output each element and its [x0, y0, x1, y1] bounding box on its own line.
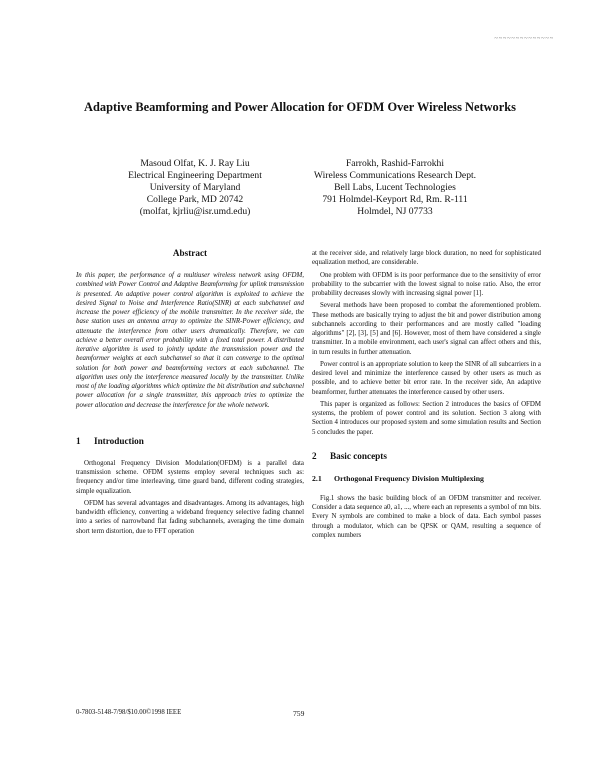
subsection-title: Orthogonal Frequency Division Multiplexing — [334, 473, 484, 483]
author-institution: Bell Labs, Lucent Technologies — [334, 182, 456, 194]
author-department: Electrical Engineering Department — [128, 170, 262, 182]
author-institution: University of Maryland — [149, 182, 241, 194]
author-city: College Park, MD 20742 — [146, 194, 244, 206]
left-column — [76, 248, 304, 539]
subsection-number: 2.1 — [312, 473, 322, 483]
author-group-bell-labs — [290, 158, 500, 218]
author-email: (molfat, kjrliu@isr.umd.edu) — [139, 206, 251, 218]
section-title: Basic concepts — [330, 450, 387, 461]
abstract-text: In this paper, the performance of a multiuser wireless network using OFDM, combined with Power Control and Adaptive Beamforming for uplink transmission is presented. An adaptive power control algorithm is exploited to achieve the desired Signal to Noise and Interference Ratio(SINR) at each subchannel and increase the power efficiency of the mobile transmitter. In the receiver side, the base station uses an antenna array to optimize the SINR-Power efficiency, and attenuate the interference from other users dramatically. Therefore, we can achieve a better overall error probability with a fixed total power. A distributed iterative algorithm is used to jointly update the transmission power and the beamformer weights at each subchannel so that it can converge to the optimal solution for both power and beamforming vectors at each subchannel. The algorithm uses only the interference measured locally by the transmitter. Unlike most of the loading algorithms which optimize the bit distribution and subchannel power allocation for a single transmitter, this approach tries to optimize the power allocation and decrease the interference for the whole network. — [76, 272, 304, 409]
section-title: Introduction — [94, 435, 144, 446]
author-names: Farrokh, Rashid-Farrokhi — [345, 158, 445, 169]
author-address: 791 Holmdel-Keyport Rd, Rm. R-111 — [322, 194, 468, 206]
author-names: Masoud Olfat, K. J. Ray Liu — [140, 158, 250, 169]
paper-title: Adaptive Beamforming and Power Allocation for OFDM Over Wireless Networks — [84, 100, 516, 114]
section-heading-basic-concepts — [312, 451, 541, 462]
paragraph: This paper is organized as follows: Section 2 introduces the basics of OFDM systems, the problem of power control and its solution. Section 3 along with Section 4 introduces our proposed system and some simulation results and Section 5 concludes the paper. — [312, 400, 541, 436]
subsection-heading-ofdm — [312, 474, 541, 484]
section-number: 1 — [76, 435, 81, 446]
author-city: Holmdel, NJ 07733 — [357, 206, 433, 218]
page-number: 759 — [293, 709, 305, 718]
abstract-heading: Abstract — [172, 248, 208, 258]
footer-copyright: 0-7803-5148-7/98/$10.00©1998 IEEE — [76, 709, 182, 716]
paragraph: One problem with OFDM is its poor performance due to the sensitivity of error probability to the subcarrier with the lowest signal to noise ratio. Also, the error probability decreases slowly with increasing signal power [1]. — [312, 271, 541, 297]
section-number: 2 — [312, 450, 317, 461]
paragraph: OFDM has several advantages and disadvantages. Among its advantages, high bandwidth efficiency, converting a wideband frequency selective fading channel into a series of narrowband flat fading subchannels, averaging the time domain short term distortion, due to FFT operation — [76, 499, 304, 535]
paragraph-continuation: at the receiver side, and relatively large block duration, no need for sophisticated equalization method, are considerable. — [312, 250, 541, 267]
paragraph: Several methods have been proposed to combat the aforementioned problem. These methods are basically trying to adjust the bit and power distribution among subchannels according to their performances and are mostly called "loading algorithms" [2], [3], [5] and [6]. However, most of them have considered a single transmitter. In a mobile environment, each user's signal can affect others and this, in turn results in further attenuation. — [312, 302, 541, 356]
corner-registration-mark: ~~~~~~~~~~~~~~ — [494, 36, 554, 42]
section-heading-introduction — [76, 436, 304, 447]
author-department: Wireless Communications Research Dept. — [313, 170, 477, 182]
right-column — [312, 249, 541, 543]
paragraph: Fig.1 shows the basic building block of an OFDM transmitter and receiver. Consider a data sequence a0, a1, ..., where each an represents a symbol of mn bits. Every N symbols are combined to make a block of data. Each symbol passes through a modulator, which can be QPSK or QAM, resulting a sequence of complex numbers — [312, 494, 541, 539]
paragraph: Orthogonal Frequency Division Modulation(OFDM) is a parallel data transmission scheme. OFDM systems employ several techniques such as: frequency and/or time interleaving, time guard band, different coding strategies, simple equalization. — [76, 459, 304, 495]
author-group-umd — [100, 158, 290, 218]
paragraph: Power control is an appropriate solution to keep the SINR of all subcarriers in a desired level and minimize the interference caused by other users as much as possible, and to achieve better bit error rate. In the receiver side, An adaptive beamformer, further attenuates the interference caused by other users. — [312, 360, 541, 396]
